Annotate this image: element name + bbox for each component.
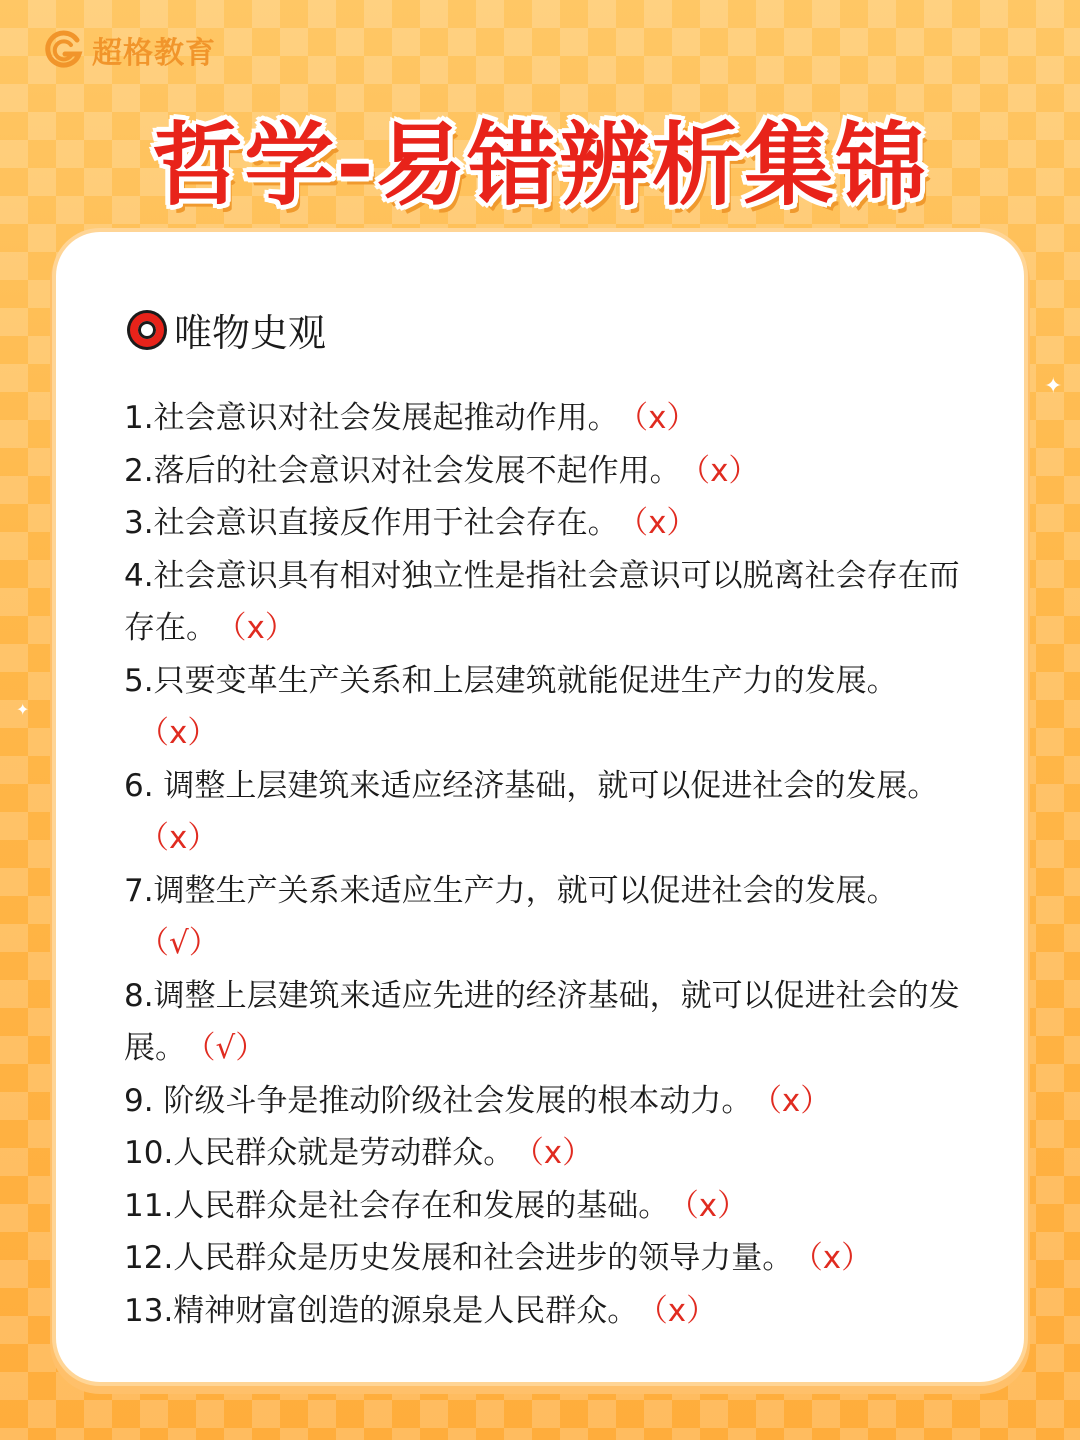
ring-icon xyxy=(130,313,164,347)
g-logo-icon xyxy=(44,30,84,70)
list-item xyxy=(124,970,964,1075)
answer-mark: （x） xyxy=(138,715,219,751)
list-item xyxy=(124,865,964,970)
list-item xyxy=(124,445,964,498)
section-header xyxy=(130,302,326,357)
answer-mark: （x） xyxy=(138,820,219,856)
list-item xyxy=(124,550,964,655)
answer-mark: （x） xyxy=(683,1187,749,1224)
page-title: 哲学-易错辨析集锦 xyxy=(152,113,928,218)
answer-mark: （x） xyxy=(766,1082,832,1119)
answer-mark: （x） xyxy=(632,400,698,436)
item-list xyxy=(124,392,964,1337)
answer-mark: （x） xyxy=(694,452,760,489)
item-text: 13.精神财富创造的源泉是人民群众。 xyxy=(124,1292,639,1329)
item-text: 6. 调整上层建筑来适应经济基础，就可以促进社会的发展。 xyxy=(124,767,939,804)
brand-logo xyxy=(44,28,216,72)
answer-mark: （x） xyxy=(231,610,296,646)
answer-mark: （x） xyxy=(807,1240,873,1276)
brand-name: 超格教育 xyxy=(92,36,216,71)
list-item xyxy=(124,1075,964,1128)
item-text: 10.人民群众就是劳动群众。 xyxy=(124,1135,515,1171)
item-text: 3.社会意识直接反作用于社会存在。 xyxy=(124,505,619,541)
list-item xyxy=(124,1285,964,1338)
item-text: 8.调整上层建筑来适应先进的经济基础，就可以促进社会的发展。 xyxy=(124,977,960,1066)
item-text: 11.人民群众是社会存在和发展的基础。 xyxy=(124,1187,670,1224)
answer-mark: （x） xyxy=(632,505,698,541)
list-item xyxy=(124,1127,964,1180)
list-item xyxy=(124,1232,964,1285)
answer-mark: （√） xyxy=(138,925,220,961)
section-title: 唯物史观 xyxy=(174,311,327,355)
list-item xyxy=(124,655,964,760)
list-item xyxy=(124,392,964,445)
list-item xyxy=(124,1180,964,1233)
sparkle-icon: ✦ xyxy=(1044,374,1063,399)
answer-mark: （x） xyxy=(652,1292,718,1329)
item-text: 9. 阶级斗争是推动阶级社会发展的根本动力。 xyxy=(124,1082,753,1119)
list-item xyxy=(124,497,964,550)
item-text: 12.人民群众是历史发展和社会进步的领导力量。 xyxy=(124,1240,794,1276)
list-item xyxy=(124,760,964,865)
item-text: 5.只要变革生产关系和上层建筑就能促进生产力的发展。 xyxy=(124,662,898,699)
item-text: 7.调整生产关系来适应生产力，就可以促进社会的发展。 xyxy=(124,872,898,909)
content-card xyxy=(56,232,1024,1382)
item-text: 4.社会意识具有相对独立性是指社会意识可以脱离社会存在而存在。 xyxy=(124,557,960,646)
answer-mark: （√） xyxy=(200,1030,267,1066)
item-text: 2.落后的社会意识对社会发展不起作用。 xyxy=(124,452,681,489)
item-text: 1.社会意识对社会发展起推动作用。 xyxy=(124,400,619,436)
answer-mark: （x） xyxy=(528,1135,594,1171)
sparkle-icon: ✦ xyxy=(16,700,30,719)
